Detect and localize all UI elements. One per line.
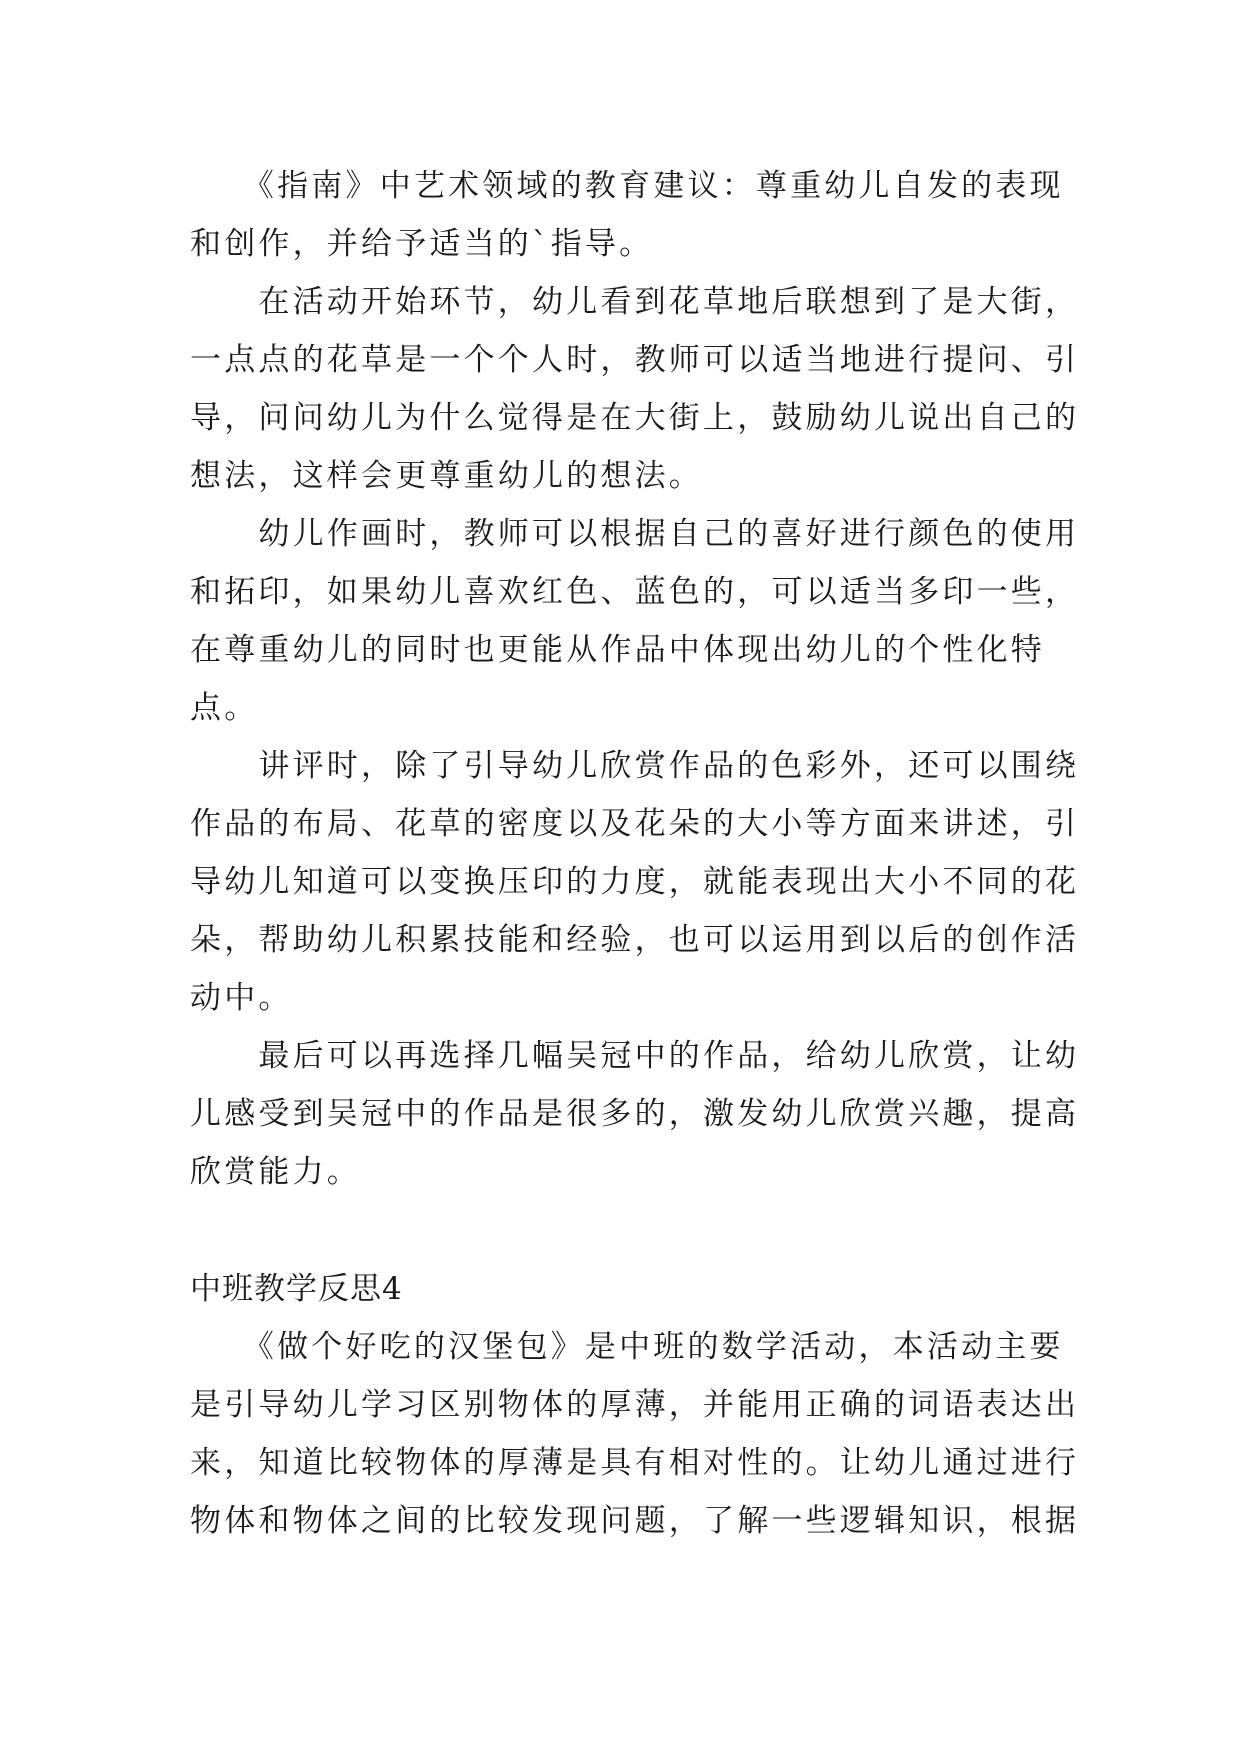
body-line: 导，问问幼儿为什么觉得是在大街上，鼓励幼儿说出自己的 — [190, 400, 1080, 436]
section-heading: 中班教学反思4 — [190, 1271, 403, 1307]
body-line: 作品的布局、花草的密度以及花朵的大小等方面来讲述，引 — [190, 806, 1080, 842]
body-line: 是引导幼儿学习区别物体的厚薄，并能用正确的词语表达出 — [190, 1387, 1080, 1423]
body-line: 想法，这样会更尊重幼儿的想法。 — [190, 458, 703, 494]
body-line: 动中。 — [190, 980, 293, 1016]
body-line: 物体和物体之间的比较发现问题，了解一些逻辑知识，根据 — [190, 1503, 1080, 1539]
body-line: 在活动开始环节，幼儿看到花草地后联想到了是大街， — [190, 284, 1080, 320]
body-line: 最后可以再选择几幅吴冠中的作品，给幼儿欣赏，让幼 — [190, 1038, 1080, 1074]
body-line: 《做个好吃的汉堡包》是中班的数学活动，本活动主要 — [190, 1329, 1064, 1365]
body-line: 来，知道比较物体的厚薄是具有相对性的。让幼儿通过进行 — [190, 1445, 1080, 1481]
body-line: 欣赏能力。 — [190, 1154, 361, 1190]
body-line: 在尊重幼儿的同时也更能从作品中体现出幼儿的个性化特 — [190, 632, 1045, 668]
body-line: 点。 — [190, 690, 259, 726]
body-line: 导幼儿知道可以变换压印的力度，就能表现出大小不同的花 — [190, 864, 1080, 900]
body-line: 和拓印，如果幼儿喜欢红色、蓝色的，可以适当多印一些， — [190, 574, 1080, 610]
body-line: 儿感受到吴冠中的作品是很多的，激发幼儿欣赏兴趣，提高 — [190, 1096, 1080, 1132]
body-line: 《指南》中艺术领域的教育建议：尊重幼儿自发的表现 — [190, 168, 1064, 204]
body-line: 讲评时，除了引导幼儿欣赏作品的色彩外，还可以围绕 — [190, 748, 1080, 784]
body-line: 一点点的花草是一个个人时，教师可以适当地进行提问、引 — [190, 342, 1080, 378]
body-line: 幼儿作画时，教师可以根据自己的喜好进行颜色的使用 — [190, 516, 1080, 552]
body-line: 朵，帮助幼儿积累技能和经验，也可以运用到以后的创作活 — [190, 922, 1080, 958]
body-line: 和创作，并给予适当的`指导。 — [190, 226, 654, 262]
